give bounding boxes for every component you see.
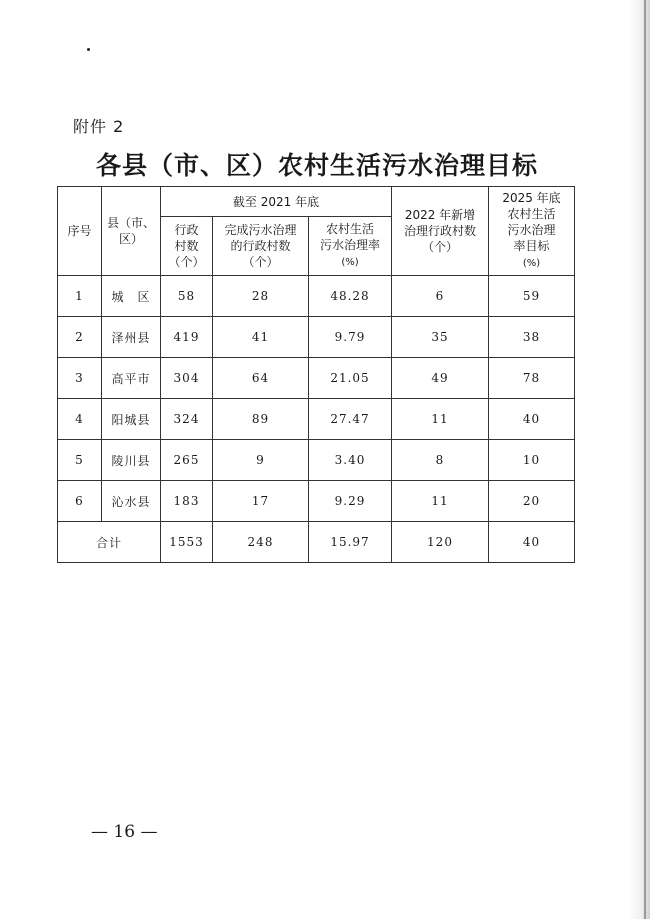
total-label: 合计 [58, 522, 161, 563]
cell-new-2022: 11 [392, 481, 489, 522]
header-seq: 序号 [58, 187, 102, 276]
total-villages: 1553 [161, 522, 213, 563]
total-new-2022: 120 [392, 522, 489, 563]
cell-seq: 1 [58, 276, 102, 317]
total-row [58, 522, 575, 563]
cell-completed: 17 [213, 481, 309, 522]
header-as-of-2021: 截至 2021 年底 [161, 187, 392, 217]
page-edge-line [644, 0, 646, 919]
header-target-2025-label: 2025 年底 农村生活 污水治理 率目标 [502, 191, 561, 253]
cell-seq: 5 [58, 440, 102, 481]
header-completed: 完成污水治理 的行政村数 （个） [213, 217, 309, 276]
cell-completed: 28 [213, 276, 309, 317]
header-new-2022: 2022 年新增 治理行政村数 （个） [392, 187, 489, 276]
cell-target-2025: 20 [489, 481, 575, 522]
cell-completed: 41 [213, 317, 309, 358]
scan-speck [87, 48, 90, 51]
cell-seq: 4 [58, 399, 102, 440]
cell-county: 城 区 [102, 276, 161, 317]
cell-new-2022: 35 [392, 317, 489, 358]
cell-completed: 9 [213, 440, 309, 481]
document-title: 各县（市、区）农村生活污水治理目标 [95, 151, 538, 180]
header-target-2025-unit: (%) [522, 258, 541, 269]
cell-villages: 265 [161, 440, 213, 481]
cell-villages: 304 [161, 358, 213, 399]
total-target-2025: 40 [489, 522, 575, 563]
cell-villages: 183 [161, 481, 213, 522]
total-completed: 248 [213, 522, 309, 563]
header-rate-unit: (%) [341, 257, 359, 268]
header-rate-label: 农村生活 污水治理率 [319, 222, 380, 252]
cell-county: 陵川县 [102, 440, 161, 481]
header-target-2025 [489, 187, 575, 276]
cell-county: 高平市 [102, 358, 161, 399]
cell-new-2022: 6 [392, 276, 489, 317]
page-shadow [628, 0, 650, 919]
cell-county: 泽州县 [102, 317, 161, 358]
cell-completed: 89 [213, 399, 309, 440]
attachment-label: 附件 2 [73, 117, 125, 136]
cell-new-2022: 11 [392, 399, 489, 440]
header-county: 县（市、 区） [102, 187, 161, 276]
cell-new-2022: 8 [392, 440, 489, 481]
cell-rate: 9.79 [309, 317, 392, 358]
cell-seq: 2 [58, 317, 102, 358]
header-row-1 [58, 187, 575, 217]
cell-target-2025: 59 [489, 276, 575, 317]
cell-target-2025: 78 [489, 358, 575, 399]
table-row [58, 481, 575, 522]
cell-rate: 48.28 [309, 276, 392, 317]
cell-completed: 64 [213, 358, 309, 399]
cell-villages: 419 [161, 317, 213, 358]
cell-villages: 324 [161, 399, 213, 440]
cell-target-2025: 10 [489, 440, 575, 481]
table-row [58, 276, 575, 317]
cell-target-2025: 40 [489, 399, 575, 440]
cell-rate: 27.47 [309, 399, 392, 440]
cell-county: 沁水县 [102, 481, 161, 522]
cell-county: 阳城县 [102, 399, 161, 440]
table-row [58, 399, 575, 440]
cell-rate: 3.40 [309, 440, 392, 481]
header-villages: 行政 村数 （个） [161, 217, 213, 276]
targets-table [57, 186, 575, 563]
cell-target-2025: 38 [489, 317, 575, 358]
cell-rate: 21.05 [309, 358, 392, 399]
cell-villages: 58 [161, 276, 213, 317]
total-rate: 15.97 [309, 522, 392, 563]
cell-new-2022: 49 [392, 358, 489, 399]
cell-seq: 6 [58, 481, 102, 522]
page-number: — 16 — [91, 822, 158, 842]
table-row [58, 317, 575, 358]
table-row [58, 358, 575, 399]
cell-rate: 9.29 [309, 481, 392, 522]
header-rate [309, 217, 392, 276]
cell-seq: 3 [58, 358, 102, 399]
table-row [58, 440, 575, 481]
